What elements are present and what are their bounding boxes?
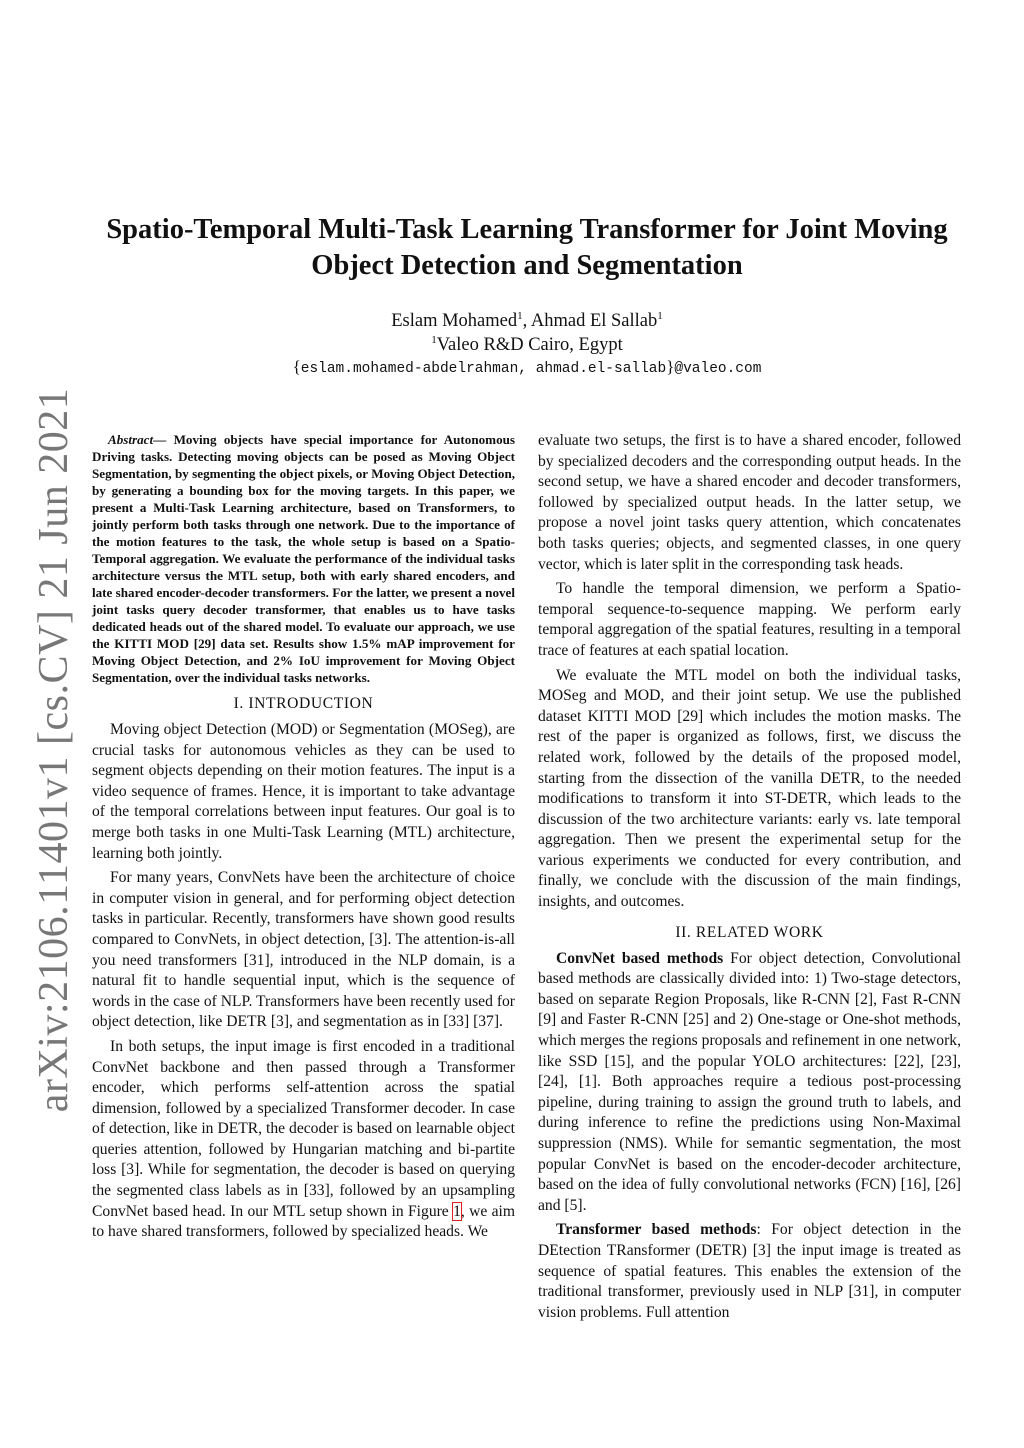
- abstract: [92, 431, 515, 686]
- section-heading-introduction: I. INTRODUCTION: [233, 695, 374, 712]
- author-2: Ahmad El Sallab: [530, 311, 658, 331]
- abstract-label: Abstract: [108, 432, 154, 447]
- author-emails: [92, 357, 962, 379]
- intro-paragraph-6: We evaluate the MTL model on both the individual tasks, MOSeg and MOD, and their joint setup. We use the published dataset KITTI MOD [29] which includes the motion masks. The rest of the paper is organized as follows, first, we discuss the related work, followed by the details of the proposed model, starting from the dissection of the vanilla DETR, to the needed modifications to transform it into ST-DETR, which leads to the discussion of the two architecture variants: early vs. late temporal aggregation. Then we present the experimental setup for the various experiments we conducted for every contribution, and finally, we conclude with the discussion of the main findings, insights, and outcomes.: [538, 666, 961, 911]
- transformer-lead: Transformer based methods: [556, 1221, 757, 1239]
- transformer-text: : For object detection in the DEtection TRansformer (DETR) [3] the input image is treated as sequence of spatial features. This enables the extension of the traditional transformer, previously used in NLP [31], in computer vision problems. Full attention: [538, 1221, 962, 1321]
- title-line-2: Object Detection and Segmentation: [311, 250, 743, 281]
- section-heading-related-work: II. RELATED WORK: [675, 923, 824, 941]
- email-brace-open: {: [292, 357, 301, 376]
- convnet-lead: ConvNet based methods: [556, 949, 724, 967]
- intro-paragraph-5: To handle the temporal dimension, we perform a Spatio-temporal sequence-to-sequence mapping. We perform early temporal aggregation of the spatial features, resulting in a temporal trace of features at each spatial location.: [538, 580, 961, 659]
- intro-paragraph-3-text: In both setups, the input image is first encoded in a traditional ConvNet backbone and then passed through a Transformer encoder, which performs self-attention across the spatial dimension, followed by a specialized Transformer decoder. In case of detection, like in DETR, the decoder is based on learnable object queries attention, followed by Hungarian matching and bi-partite loss [3]. While for segmentation, the decoder is based on querying the segmented class labels as in [33], followed by an upsampling ConvNet based head. In our MTL setup shown in Figure: [92, 1037, 515, 1220]
- convnet-text: For object detection, Convolutional based methods are classically divided into: 1) Two-stage detectors, based on separate Region Proposals, like R-CNN [2], Fast R-CNN [9] and Faster R-CNN [25] and 2) One-stage or One-shot methods, which merges the regions proposals and refinement in one network, like SSD [15], and the popular YOLO architectures: [22], [23], [24], [1]. Both approaches require a tedious post-processing pipeline, during training to assign the ground truth to labels, and during inference to refine the predictions using Non-Maximal suppression (NMS). While for semantic segmentation, the most popular ConvNet is based on the encoder-decoder architecture, based on the idea of fully convolutional networks (FCN) [16], [26] and [5].: [538, 949, 961, 1214]
- intro-paragraph-3: [92, 1037, 515, 1243]
- author-2-affil: 1: [657, 310, 663, 322]
- author-line: [92, 309, 962, 333]
- author-block: [92, 309, 962, 357]
- email-users: eslam.mohamed-abdelrahman, ahmad.el-sallab: [300, 361, 667, 377]
- author-1-affil: 1: [517, 310, 523, 322]
- email-brace-close: }: [666, 357, 675, 376]
- affiliation-line: [92, 333, 962, 357]
- abstract-text: Moving objects have special importance for Autonomous Driving tasks. Detecting moving objects can be posed as Moving Object Segmentation, by segmenting the object pixels, or Moving Object Detection, by generating a bounding box for the moving targets. In this paper, we present a Multi-Task Learning architecture, based on Transformers, to jointly perform both tasks through one network. Due to the importance of the motion features to the task, the whole setup is based on a Spatio-Temporal aggregation. We evaluate the performance of the individual tasks architecture versus the MTL setup, both with early shared encoders, and late shared encoder-decoder transformers. For the latter, we present a novel joint tasks query decoder transformer, that enables us to have tasks dedicated heads out of the shared model. To evaluate our approach, we use the KITTI MOD [29] data set. Results show 1.5% mAP improvement for Moving Object Detection, and 2% IoU improvement for Moving Object Segmentation, over the individual tasks networks.: [92, 432, 516, 685]
- intro-paragraph-1: Moving object Detection (MOD) or Segmentation (MOSeg), are crucial tasks for autonomous vehicles as they can be used to segment objects depending on their motion features. The input is a video sequence of frames. Hence, it is important to take advantage of the temporal correlations between input features. Our goal is to merge both tasks in one Multi-Task Learning (MTL) architecture, learning both jointly.: [92, 721, 515, 862]
- left-column: [92, 431, 515, 1247]
- right-column: [538, 431, 961, 1327]
- intro-paragraph-2: For many years, ConvNets have been the architecture of choice in computer vision in general, and for performing object detection tasks in particular. Recently, transformers have shown good results compared to ConvNets, in object detection, [3]. The attention-is-all you need transformers [31], introduced in the NLP domain, is a natural fit to handle sequential input, which is the sequence of words in the case of NLP. Transformers have been recently used for object detection, like DETR [3], and segmentation as in [33] [37].: [92, 869, 515, 1031]
- email-domain: @valeo.com: [674, 361, 762, 377]
- intro-paragraph-3-tail: , we aim to have shared transformers, followed by specialized heads. We: [92, 1202, 515, 1241]
- affiliation: Valeo R&D Cairo, Egypt: [436, 335, 623, 355]
- title-line-1: Spatio-Temporal Multi-Task Learning Transformer for Joint Moving: [106, 214, 948, 245]
- figure-reference-link[interactable]: 1: [453, 1202, 461, 1220]
- paper-title: [92, 212, 962, 284]
- arxiv-identifier-stamp: arXiv:2106.11401v1 [cs.CV] 21 Jun 2021: [31, 387, 77, 1113]
- affiliation-marker: 1: [431, 334, 437, 346]
- author-1: Eslam Mohamed: [391, 311, 518, 331]
- intro-paragraph-4: evaluate two setups, the first is to have a shared encoder, followed by specialized decoders and the corresponding output heads. In the second setup, we have a shared encoder and decoder transformers, followed by specialized output heads. In the latter setup, we propose a novel joint tasks query attention, which concatenates both tasks queries; objects, and segmented classes, in one query vector, which is later split in the corresponding task heads.: [538, 432, 961, 573]
- related-paragraph-transformer: [538, 1220, 961, 1323]
- abstract-dash: —: [153, 432, 174, 447]
- author-separator: ,: [522, 311, 531, 331]
- related-paragraph-convnet: [538, 949, 961, 1217]
